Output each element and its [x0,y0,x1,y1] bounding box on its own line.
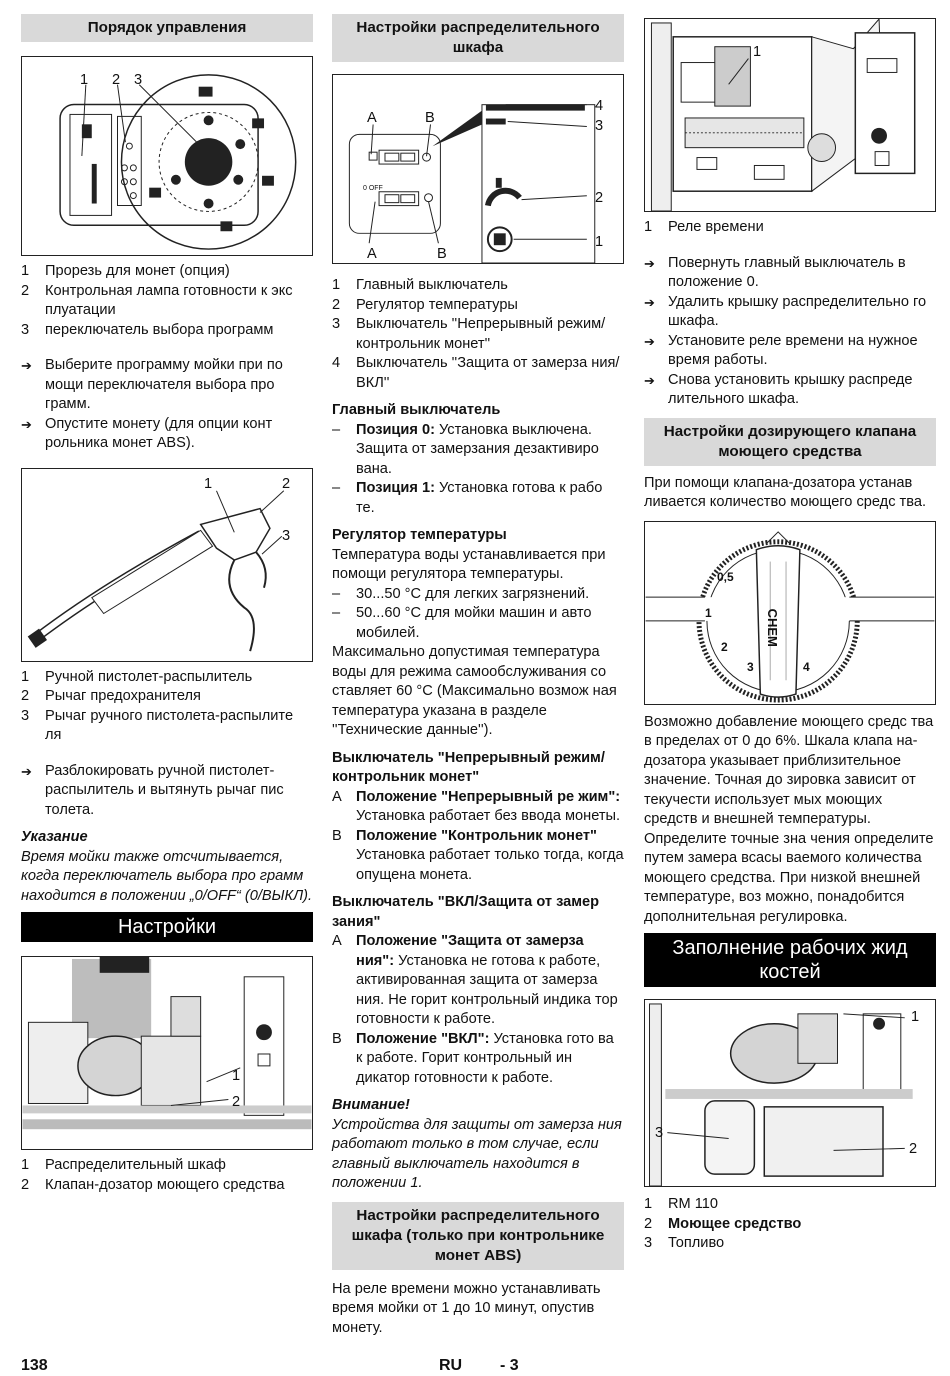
list-item: A Положение "Защита от замерза ния": Установка не готова к работе, активированная защита от замерза ния. Не горит контрольный индика тор готовности к работе. [332,933,618,1027]
list-item: 1 Распределительный шкаф [21,1157,226,1173]
list-item: – 30...50 °C для легких загрязнений. [332,585,590,602]
list-item: – 50...60 °C для мойки машин и авто мобилей. [332,605,592,641]
label-a-top: A [367,110,377,126]
note-text: Время мойки также отсчитывается, когда переключатель выбора про грамм находится в положении „0/OFF“ (0/ВЫКЛ). [21,848,313,904]
figure-fluid-tanks [644,999,936,1187]
temp-text: Температура воды устанавливается при помощи регулятора температуры. [332,546,606,582]
callout-1: 1 [232,1068,241,1084]
callout-1: 1 [753,44,762,60]
instruction-step: ➔ Опустите монету (для опции конт рольника монет ABS). [21,415,313,454]
instruction-step: ➔ Разблокировать ручной пистолет-распылитель и вытянуть рычаг пис толета. [21,762,313,821]
dial-label-1: 1 [705,605,712,620]
figure-spray-gun [21,468,313,662]
callout-1: 1 [595,234,604,250]
list-item: 2 Моющее средство [644,1215,802,1232]
list-item: 3 переключатель выбора программ [21,321,274,338]
arrow-right-icon: ➔ [644,255,655,271]
arrow-right-icon: ➔ [644,372,655,388]
label-b-top: B [425,110,435,126]
list-item: – Позиция 0: Установка выключена. Защита от замерзания дезактивиро вана. [332,421,599,477]
column-right [644,18,936,1254]
arrow-right-icon: ➔ [21,358,32,373]
list-item: 3 Выключатель ''Непрерывный режим/ контрольник монет'' [332,316,606,352]
sub-page-number: - 3 [500,1357,519,1374]
timer-relay-drawing [645,19,935,211]
list-item: A Положение "Непрерывный ре жим": Установка работает без ввода монеты. [332,788,621,824]
frost-switch-title: Выключатель "ВКЛ/Защита от замер зания" [332,894,600,930]
list-item: 3 Топливо [644,1235,725,1251]
list-item: 4 Выключатель ''Защита от замерза ния/ВКЛ'' [332,355,620,391]
section-header-operation: Порядок управления [21,14,313,42]
list-item: 1 Главный выключатель [332,277,508,293]
callout-2: 2 [282,475,291,492]
callout-2: 2 [595,190,604,206]
warning-title: Внимание! [332,1097,410,1113]
instruction-step: ➔ Выберите программу мойки при по мощи переключателя выбора про грамм. [21,356,313,415]
callout-2: 2 [112,72,121,88]
figure-control-panel [21,56,313,256]
callout-3: 3 [134,72,143,88]
fluid-tanks-drawing [645,1000,935,1186]
coin-switch-title: Выключатель "Непрерывный режим/ контрольник монет" [332,749,605,785]
callout-3: 3 [595,118,604,134]
list-item: 1 Прорезь для монет (опция) [21,263,230,279]
temp-title: Регулятор температуры [332,527,507,543]
arrow-right-icon: ➔ [644,294,655,310]
label-off: 0 OFF [363,185,383,192]
language-code: RU [439,1357,463,1374]
section-header-cabinet: Настройки распределительного шкафа [332,14,624,62]
dose-text: При помощи клапана-дозатора устанав ливается количество моющего средс тва. [644,474,926,510]
dial-label-2: 2 [721,639,728,654]
cabinet-switches-drawing [333,75,623,263]
section-title-filling: Заполнение рабочих жид костей [644,933,936,987]
list-item: 2 Регулятор температуры [332,296,518,313]
list-item: 1 RM 110 [644,1196,719,1212]
warning-text: Устройства для защиты от замерза ния работают только в том случае, если главный выключатель находится в положении 1. [332,1116,622,1191]
spray-gun-drawing [22,469,312,661]
figure-machine-interior [21,956,313,1150]
page-number: 138 [21,1357,48,1374]
arrow-right-icon: ➔ [21,763,32,779]
list-item: 1 Реле времени [644,219,764,235]
label-b-bottom: B [437,246,447,262]
callout-4: 4 [595,98,604,114]
callout-3: 3 [282,527,291,544]
abs-text: На реле времени можно устанавливать время мойки от 1 до 10 минут, опустив монету. [332,1280,601,1336]
list-item: 2 Клапан-дозатор моющего средства [21,1176,285,1193]
label-a-bottom: A [367,246,377,262]
column-left [21,14,313,1195]
section-header-abs: Настройки распределительного шкафа (только при контрольнике монет ABS) [332,1202,624,1270]
figure-cabinet-switches [332,74,624,264]
list-item: 2 Контрольная лампа готовности к экс плуатации [21,282,293,318]
instruction-step: ➔ Снова установить крышку распреде лительного шкафа. [644,371,936,410]
figure-timer-relay [644,18,936,212]
list-item: B Положение "ВКЛ": Установка гото ва к работе. Горит контрольный ин дикатор готовности к работе. [332,1030,614,1086]
arrow-right-icon: ➔ [644,333,655,349]
control-panel-drawing [22,57,312,255]
instruction-step: ➔ Повернуть главный выключатель в положение 0. [644,254,936,293]
list-item: 3 Рычаг ручного пистолета-распылите ля [21,707,294,743]
dial-label-3: 3 [747,659,754,674]
instruction-step: ➔ Удалить крышку распределительно го шкафа. [644,293,936,332]
dial-label-chem: CHEM [764,608,780,647]
list-item: B Положение "Контрольник монет" Установка работает только тогда, когда опущена монета. [332,827,624,883]
callout-2: 2 [232,1094,241,1110]
list-item: 2 Рычаг предохранителя [21,688,201,704]
callout-2: 2 [909,1141,918,1157]
instruction-step: ➔ Установите реле времени на нужное время работы. [644,332,936,371]
column-middle [332,14,624,1338]
note-title: Указание [21,829,88,845]
callout-1: 1 [911,1009,920,1025]
section-title-settings: Настройки [21,912,313,942]
machine-interior-drawing [22,957,312,1149]
section-header-dosing: Настройки дозирующего клапана моющего средства [644,418,936,466]
callout-3: 3 [655,1125,664,1141]
dial-label-4: 4 [803,659,810,674]
list-item: – Позиция 1: Установка готова к рабо те. [332,480,603,516]
temp-text-2: Максимально допустимая температура воды для режима самообслуживания со ставляет 60 °C (Максимально возмож ная температура указана в разделе ''Технические данные''). [332,644,617,738]
main-switch-title: Главный выключатель [332,402,501,418]
arrow-right-icon: ➔ [21,416,32,432]
dosing-dial-drawing [645,522,935,704]
dial-label-half: 0,5 [717,569,734,584]
callout-1: 1 [80,72,89,88]
figure-dosing-dial [644,521,936,705]
callout-1: 1 [204,475,213,492]
dose-text-2: Возможно добавление моющего средс тва в пределах от 0 до 6%. Шкала клапа на-дозатора указывает приблизительное значение. Точная до зировка зависит от текучести использует мых моющих средств и внешней температуры. Определите точные зна чения определите путем замера всасы ваемого количества моющего средства. При низкой внешней температуре, воз можно, понадобится дополнительная регулировка. [644,713,934,925]
list-item: 1 Ручной пистолет-распылитель [21,668,253,685]
